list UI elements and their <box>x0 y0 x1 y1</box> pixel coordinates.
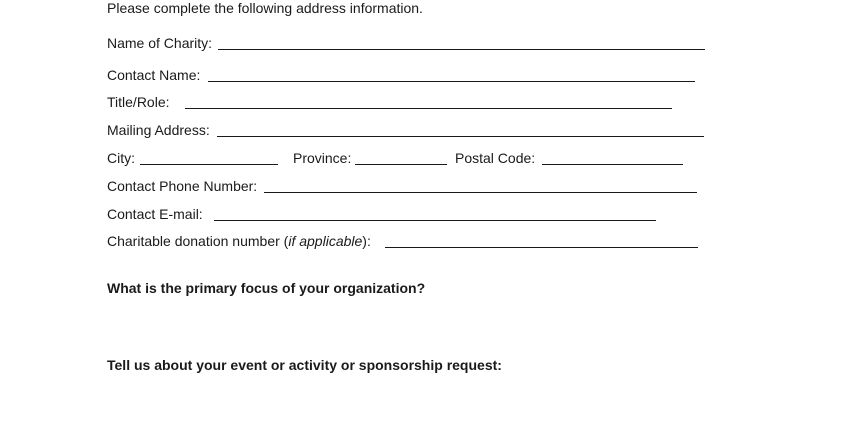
province-field[interactable] <box>355 164 447 165</box>
province-label: Province: <box>293 150 352 166</box>
charity-name-label: Name of Charity: <box>107 35 213 51</box>
mailing-address-field[interactable] <box>217 136 704 137</box>
contact-phone-field[interactable] <box>264 192 697 193</box>
postal-code-label: Postal Code: <box>455 150 536 166</box>
title-role-field[interactable] <box>185 108 672 109</box>
contact-email-label: Contact E-mail: <box>107 206 203 222</box>
mailing-address-label: Mailing Address: <box>107 122 210 138</box>
title-role-label: Title/Role: <box>107 94 170 110</box>
donation-number-label-italic: if applicable <box>288 233 363 249</box>
contact-name-field[interactable] <box>208 81 695 82</box>
donation-number-field[interactable] <box>385 247 698 248</box>
postal-code-field[interactable] <box>542 164 683 165</box>
primary-focus-question: What is the primary focus of your organization? <box>107 280 426 296</box>
primary-focus-answer-area[interactable] <box>107 300 727 350</box>
charity-name-field[interactable] <box>218 49 705 50</box>
donation-number-label <box>107 233 371 249</box>
contact-phone-label: Contact Phone Number: <box>107 178 258 194</box>
instructions-text: Please complete the following address information. <box>107 0 423 16</box>
contact-email-field[interactable] <box>214 220 656 221</box>
event-request-question: Tell us about your event or activity or sponsorship request: <box>107 357 502 373</box>
donation-number-label-suffix: ): <box>362 233 371 249</box>
event-request-answer-area[interactable] <box>107 377 727 432</box>
city-label: City: <box>107 150 135 166</box>
contact-name-label: Contact Name: <box>107 67 201 83</box>
city-field[interactable] <box>140 164 278 165</box>
donation-number-label-prefix: Charitable donation number ( <box>107 233 289 249</box>
